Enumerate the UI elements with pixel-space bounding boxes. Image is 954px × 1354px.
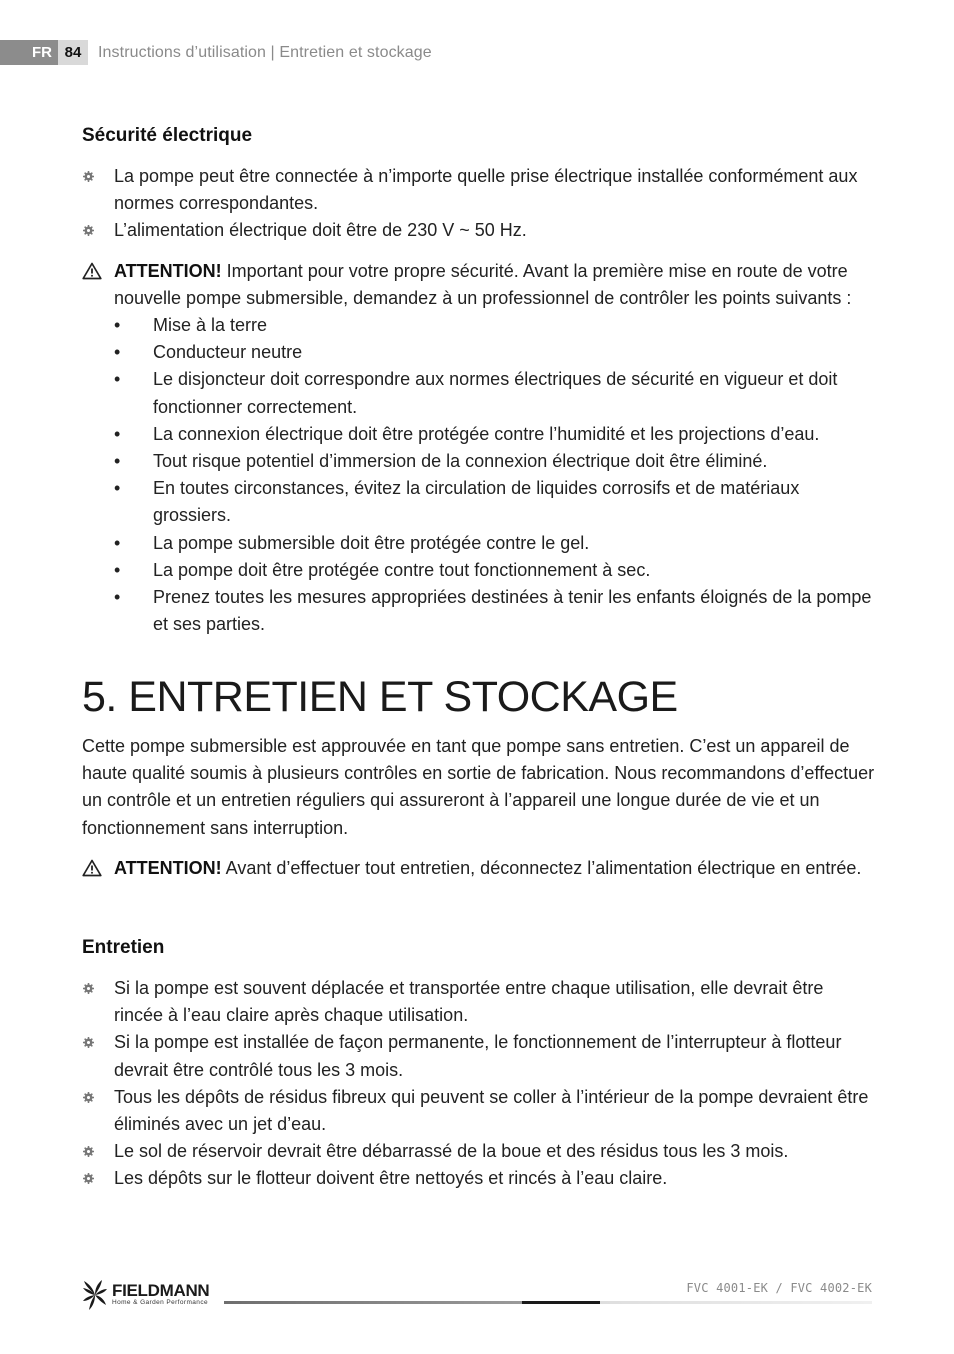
list-item-text: Tout risque potentiel d’immersion de la connexion électrique doit être éliminé. xyxy=(153,451,768,472)
bullet-dot: • xyxy=(114,423,121,444)
page-number: 84 xyxy=(58,40,88,65)
list-item xyxy=(114,312,877,339)
safety-heading: Sécurité électrique xyxy=(82,125,253,146)
list-item xyxy=(82,1029,877,1083)
list-item-text: Les dépôts sur le flotteur doivent être nettoyés et rincés à l’eau claire. xyxy=(114,1168,668,1189)
page-header xyxy=(0,40,432,65)
bullet-dot: • xyxy=(114,342,121,363)
list-item-text: Le disjoncteur doit correspondre aux normes électriques de sécurité en vigueur et doit fonctionner correctement. xyxy=(153,369,838,417)
list-item-text: L’alimentation électrique doit être de 230 V ~ 50 Hz. xyxy=(114,220,527,241)
list-item xyxy=(82,1084,877,1138)
list-item xyxy=(114,448,877,475)
list-item-text: Tous les dépôts de résidus fibreux qui peuvent se coller à l’intérieur de la pompe devraient être éliminés avec un jet d’eau. xyxy=(114,1086,869,1135)
model-number: FVC 4001-EK / FVC 4002-EK xyxy=(686,1281,872,1295)
gear-bullet-icon xyxy=(83,1092,94,1103)
gear-bullet-icon xyxy=(83,171,94,182)
maintenance-list xyxy=(82,975,877,1193)
bullet-dot: • xyxy=(114,315,121,335)
section-intro: Cette pompe submersible est approuvée en tant que pompe sans entretien. C’est un appareil de haute qualité soumis à plusieurs contrôles en sortie de fabrication. Nous recommandons d’effectuer un contrôle et un entretien réguliers qui assureront à l’appareil une longue durée de vie et un fonctionnement sans interruption. xyxy=(82,736,875,838)
gear-bullet-icon xyxy=(83,1173,94,1184)
list-item xyxy=(82,975,877,1029)
list-item-text: Le sol de réservoir devrait être débarrassé de la boue et des résidus tous les 3 mois. xyxy=(114,1141,789,1162)
maintenance-heading: Entretien xyxy=(82,937,165,958)
bullet-dot: • xyxy=(114,587,121,608)
list-item xyxy=(114,530,877,557)
list-item xyxy=(82,217,877,244)
list-item xyxy=(82,1138,877,1165)
brand-logo xyxy=(82,1278,209,1312)
gear-bullet-icon xyxy=(83,1146,94,1157)
warning-triangle-icon xyxy=(82,262,102,280)
list-item-text: En toutes circonstances, évitez la circulation de liquides corrosifs et de matériaux grossiers. xyxy=(153,478,800,526)
list-item-text: Conducteur neutre xyxy=(153,342,303,363)
list-item xyxy=(82,1165,877,1192)
bullet-dot: • xyxy=(114,478,121,499)
list-item-text: Si la pompe est souvent déplacée et transportée entre chaque utilisation, elle devrait être rincée à l’eau claire après chaque utilisation. xyxy=(114,978,824,1026)
bullet-dot: • xyxy=(114,532,121,553)
brand-tagline: Home & Garden Performance xyxy=(112,1299,208,1306)
attention-block xyxy=(82,258,877,312)
header-title: Instructions d’utilisation | Entretien et stockage xyxy=(98,43,432,61)
list-item-text: La connexion électrique doit être protégée contre l’humidité et les projections d’eau. xyxy=(153,423,820,444)
attention-text: Avant d’effectuer tout entretien, déconnectez l’alimentation électrique en entrée. xyxy=(225,858,862,878)
list-item-text: Si la pompe est installée de façon permanente, le fonctionnement de l’interrupteur à flotteur devrait être contrôlé tous les 3 mois. xyxy=(114,1032,842,1080)
list-item-text: Mise à la terre xyxy=(153,315,268,335)
bullet-dot: • xyxy=(114,559,121,580)
gear-bullet-icon xyxy=(83,1037,94,1048)
section-title: 5. ENTRETIEN ET STOCKAGE xyxy=(82,673,678,721)
list-item xyxy=(114,421,877,448)
fieldmann-swirl-logo xyxy=(82,1278,108,1312)
attention-label: ATTENTION! xyxy=(114,261,222,281)
list-item-text: La pompe doit être protégée contre tout fonctionnement à sec. xyxy=(153,559,651,580)
list-item xyxy=(114,339,877,366)
footer-divider xyxy=(224,1301,872,1304)
list-item-text: Prenez toutes les mesures appropriées destinées à tenir les enfants éloignés de la pompe et ses parties. xyxy=(153,587,872,635)
list-item xyxy=(114,584,877,638)
list-item-text: La pompe submersible doit être protégée contre le gel. xyxy=(153,532,590,553)
brand-name: FIELDMANN xyxy=(112,1281,210,1300)
warning-triangle-icon xyxy=(82,859,102,877)
gear-bullet-icon xyxy=(83,983,94,994)
list-item-text: La pompe peut être connectée à n’importe quelle prise électrique installée conformément aux normes correspondantes. xyxy=(114,166,858,214)
attention-label: ATTENTION! xyxy=(114,858,222,878)
attention-block xyxy=(82,855,877,882)
language-tab: FR xyxy=(0,40,58,65)
gear-bullet-icon xyxy=(83,225,94,236)
list-item xyxy=(82,163,877,217)
bullet-dot: • xyxy=(114,451,121,472)
list-item xyxy=(114,557,877,584)
list-item xyxy=(114,475,877,529)
bullet-dot: • xyxy=(114,369,121,390)
safety-list xyxy=(82,163,877,245)
list-item xyxy=(114,366,877,420)
checks-list xyxy=(114,312,877,638)
attention-text: Important pour votre propre sécurité. Avant la première mise en route de votre nouvelle pompe submersible, demandez à un professionnel de contrôler les points suivants : xyxy=(114,261,852,309)
